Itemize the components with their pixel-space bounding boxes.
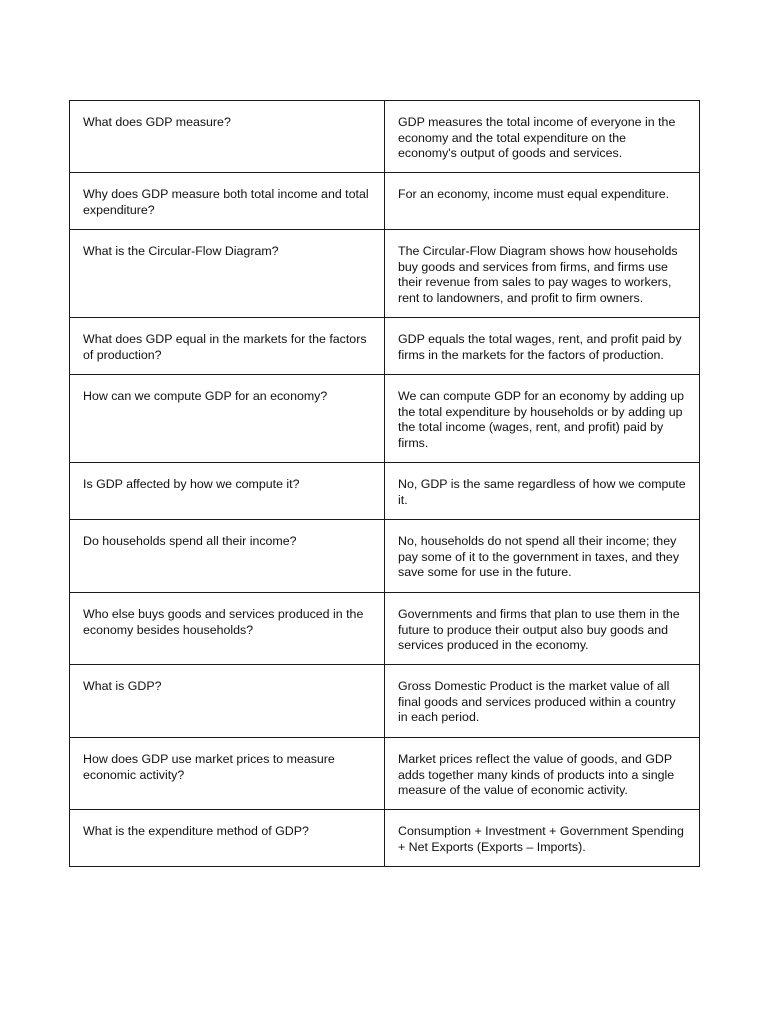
question-cell: Who else buys goods and services produced in the economy besides households?	[70, 593, 385, 665]
answer-cell: Governments and firms that plan to use them in the future to produce their output also buy goods and services produced in the economy.	[385, 593, 700, 665]
answer-cell: The Circular-Flow Diagram shows how households buy goods and services from firms, and firms use their revenue from sales to pay wages to workers, rent to landowners, and profit to firm owners.	[385, 230, 700, 318]
question-cell: Do households spend all their income?	[70, 520, 385, 593]
answer-cell: Consumption + Investment + Government Spending + Net Exports (Exports – Imports).	[385, 810, 700, 867]
question-cell: How can we compute GDP for an economy?	[70, 375, 385, 463]
question-cell: What does GDP equal in the markets for the factors of production?	[70, 318, 385, 375]
table-row	[70, 375, 700, 463]
table-row	[70, 810, 700, 867]
qa-table	[69, 100, 700, 867]
question-cell: How does GDP use market prices to measure economic activity?	[70, 738, 385, 810]
table-row	[70, 318, 700, 375]
answer-cell: GDP measures the total income of everyone in the economy and the total expenditure on the economy's output of goods and services.	[385, 101, 700, 173]
table-row	[70, 463, 700, 520]
table-row	[70, 520, 700, 593]
answer-cell: We can compute GDP for an economy by adding up the total expenditure by households or by adding up the total income (wages, rent, and profit) paid by firms.	[385, 375, 700, 463]
answer-cell: No, GDP is the same regardless of how we compute it.	[385, 463, 700, 520]
table-row	[70, 593, 700, 665]
question-cell: Why does GDP measure both total income and total expenditure?	[70, 173, 385, 230]
answer-cell: GDP equals the total wages, rent, and profit paid by firms in the markets for the factors of production.	[385, 318, 700, 375]
table-row	[70, 665, 700, 738]
question-cell: What does GDP measure?	[70, 101, 385, 173]
answer-cell: No, households do not spend all their income; they pay some of it to the government in taxes, and they save some for use in the future.	[385, 520, 700, 593]
table-row	[70, 230, 700, 318]
question-cell: Is GDP affected by how we compute it?	[70, 463, 385, 520]
table-row	[70, 738, 700, 810]
question-cell: What is the Circular-Flow Diagram?	[70, 230, 385, 318]
table-row	[70, 101, 700, 173]
question-cell: What is the expenditure method of GDP?	[70, 810, 385, 867]
question-cell: What is GDP?	[70, 665, 385, 738]
answer-cell: For an economy, income must equal expenditure.	[385, 173, 700, 230]
table-row	[70, 173, 700, 230]
answer-cell: Market prices reflect the value of goods, and GDP adds together many kinds of products into a single measure of the value of economic activity.	[385, 738, 700, 810]
answer-cell: Gross Domestic Product is the market value of all final goods and services produced within a country in each period.	[385, 665, 700, 738]
